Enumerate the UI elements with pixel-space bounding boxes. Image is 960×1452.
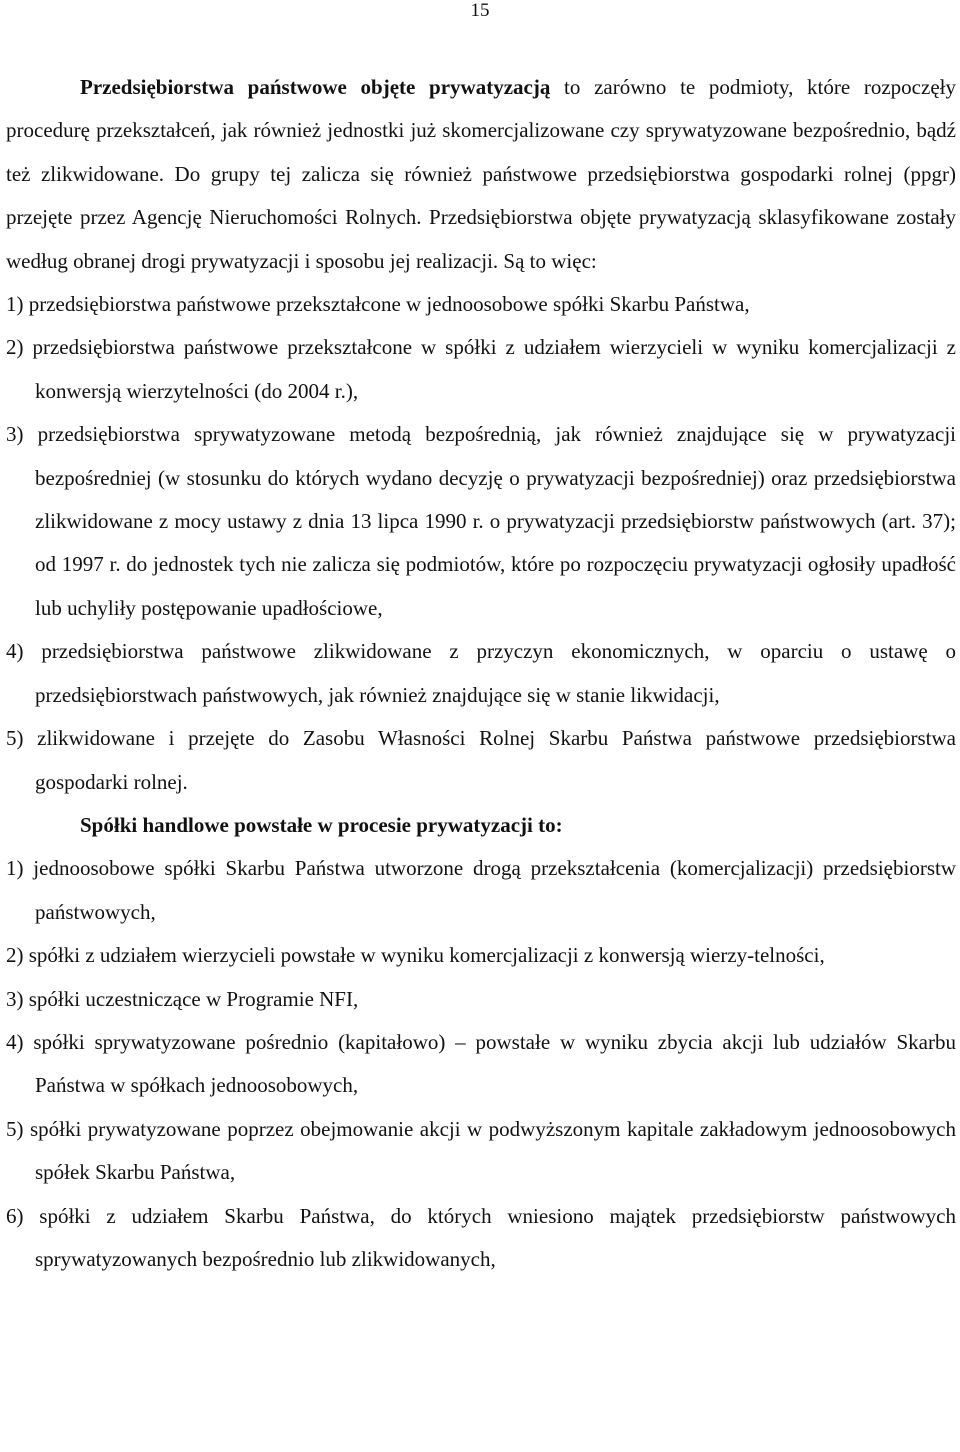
company-list-item: 6) spółki z udziałem Skarbu Państwa, do których wniesiono majątek przedsiębiorstw państwowych sprywatyzowanych bezpośrednio lub zlikwidowanych, <box>6 1203 956 1271</box>
page-content <box>6 66 956 1281</box>
company-list-item: 5) spółki prywatyzowane poprzez obejmowanie akcji w podwyższonym kapitale zakładowym jednoosobowych spółek Skarbu Państwa, <box>6 1116 956 1185</box>
intro-bold-term: Przedsiębiorstwa państwowe objęte prywatyzacją <box>80 75 551 99</box>
company-list-item: 1) jednoosobowe spółki Skarbu Państwa utworzone drogą przekształcenia (komercjalizacji) przedsiębiorstw państwowych, <box>6 856 956 924</box>
page-number: 15 <box>470 0 490 21</box>
companies-heading: Spółki handlowe powstałe w procesie prywatyzacji to: <box>80 812 563 837</box>
company-list-item: 2) spółki z udziałem wierzycieli powstałe w wyniku komercjalizacji z konwersją wierzy-telności, <box>6 943 825 968</box>
enterprise-list-item: 3) przedsiębiorstwa sprywatyzowane metodą bezpośrednią, jak również znajdujące się w prywatyzacji bezpośredniej (w stosunku do których wydano decyzję o prywatyzacji bezpośredniej) oraz przedsiębiorstwa zlikwidowane z mocy ustawy z dnia 13 lipca 1990 r. o prywatyzacji przedsiębiorstw państwowych (art. 37); od 1997 r. do jednostek tych nie zalicza się podmiotów, które po rozpoczęciu prywatyzacji ogłosiły upadłość lub uchyliły postępowanie upadłościowe, <box>6 422 956 620</box>
intro-paragraph <box>6 66 956 283</box>
enterprise-list-item: 2) przedsiębiorstwa państwowe przekształcone w spółki z udziałem wierzycieli w wyniku komercjalizacji z konwersją wierzytelności (do 2004 r.), <box>6 335 956 403</box>
enterprise-list-item: 4) przedsiębiorstwa państwowe zlikwidowane z przyczyn ekonomicznych, w oparciu o ustawę o przedsiębiorstwach państwowych, jak również znajdujące się w stanie likwidacji, <box>6 639 956 707</box>
section-heading <box>6 804 956 847</box>
intro-text: to zarówno te podmioty, które rozpoczęły procedurę przekształceń, jak również jednostki już skomercjalizowane czy sprywatyzowane bezpośrednio, bądź też zlikwidowane. Do grupy tej zalicza się również państwowe przedsiębiorstwa gospodarki rolnej (ppgr) przejęte przez Agencję Nieruchomości Rolnych. Przedsiębiorstwa objęte prywatyzacją sklasyfikowane zostały według obranej drogi prywatyzacji i sposobu jej realizacji. Są to więc: <box>6 75 956 273</box>
enterprise-list-item: 5) zlikwidowane i przejęte do Zasobu Własności Rolnej Skarbu Państwa państwowe przedsiębiorstwa gospodarki rolnej. <box>6 726 956 794</box>
company-list-item: 4) spółki sprywatyzowane pośrednio (kapitałowo) – powstałe w wyniku zbycia akcji lub udziałów Skarbu Państwa w spółkach jednoosobowych, <box>6 1029 956 1098</box>
enterprise-list-item: 1) przedsiębiorstwa państwowe przekształcone w jednoosobowe spółki Skarbu Państwa, <box>6 292 750 317</box>
company-list-item: 3) spółki uczestniczące w Programie NFI, <box>6 986 359 1011</box>
